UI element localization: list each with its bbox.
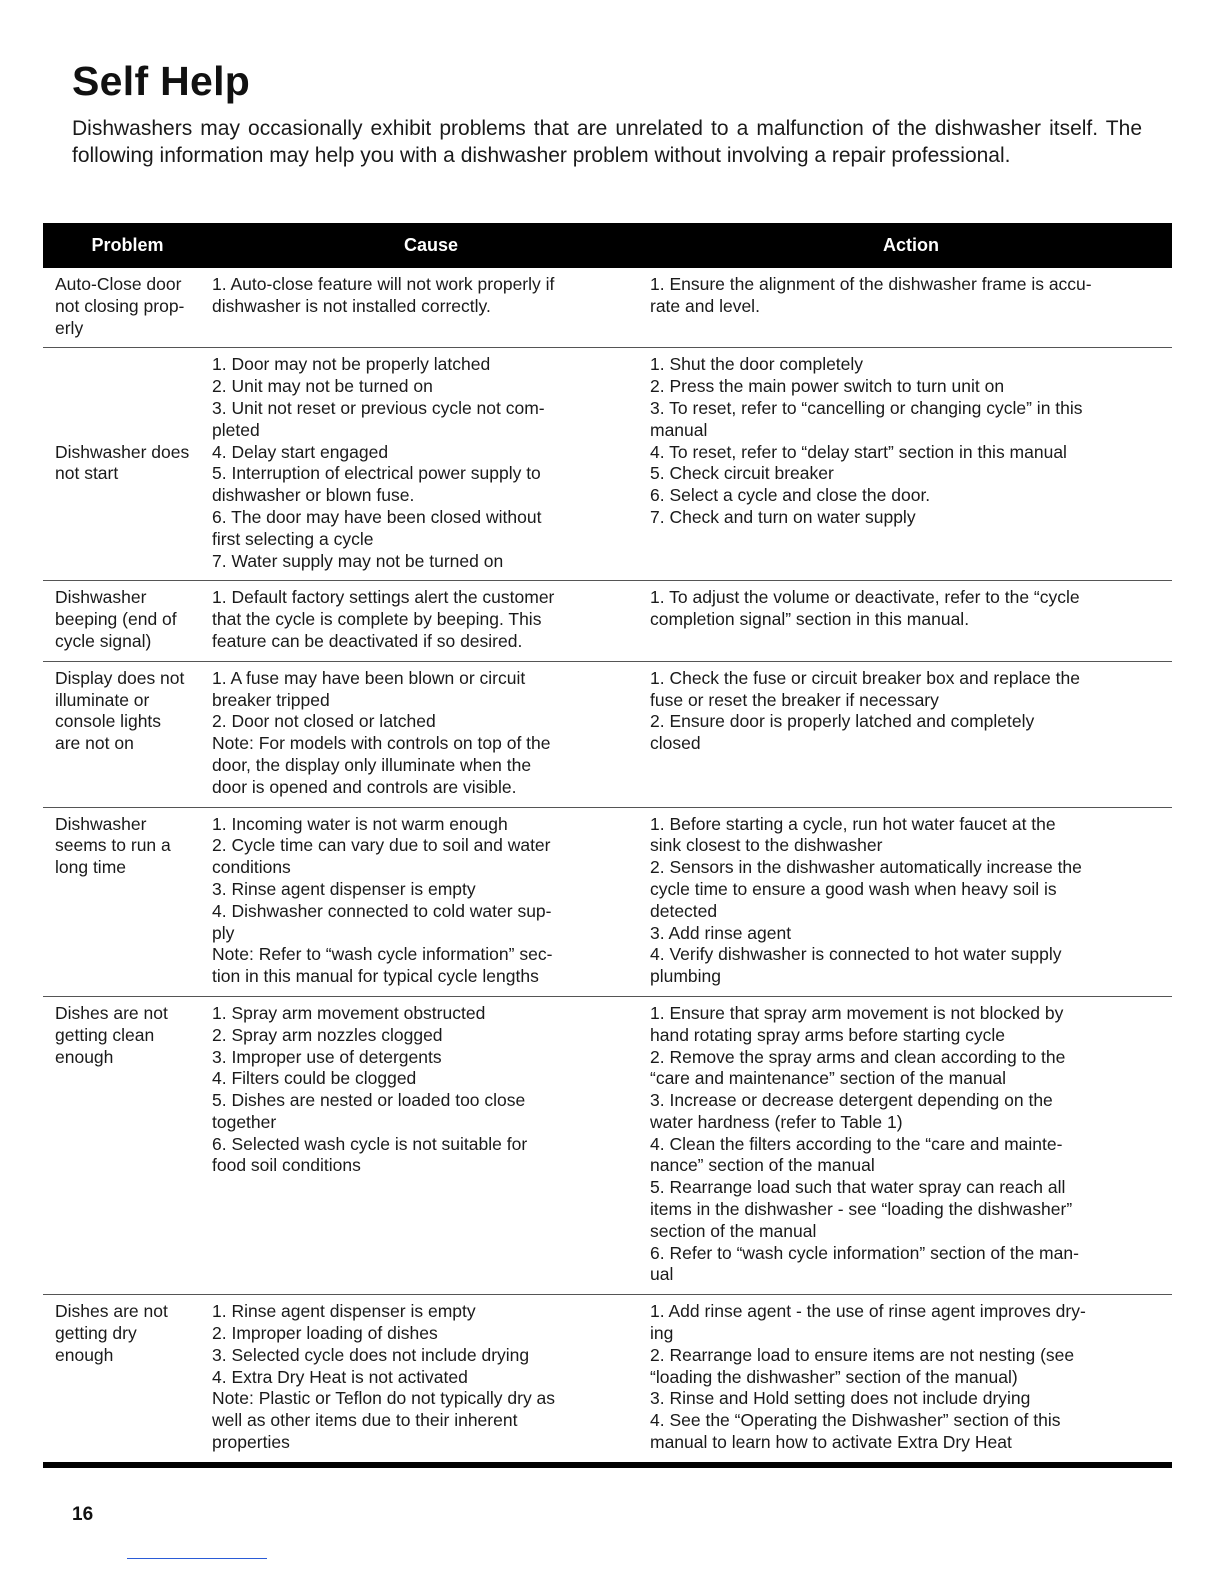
problem-cell xyxy=(43,581,212,661)
action-line: closed xyxy=(650,733,701,754)
problem-line: console lights xyxy=(55,711,162,732)
action-line: 1. Check the fuse or circuit breaker box and replace the xyxy=(650,667,1080,688)
action-line: 3. Rinse and Hold setting does not include drying xyxy=(650,1388,1031,1409)
cause-line: 1. A fuse may have been blown or circuit xyxy=(212,667,526,688)
action-line: “loading the dishwasher” section of the manual) xyxy=(650,1366,1018,1387)
problem-cell xyxy=(43,996,212,1294)
cause-line: ply xyxy=(212,922,235,943)
cause-line: 6. Selected wash cycle is not suitable for xyxy=(212,1133,528,1154)
cause-line: breaker tripped xyxy=(212,689,330,710)
cause-line: first selecting a cycle xyxy=(212,528,374,549)
action-cell xyxy=(650,661,1172,807)
cause-line: 3. Improper use of detergents xyxy=(212,1046,442,1067)
action-line: sink closest to the dishwasher xyxy=(650,835,883,856)
cause-line: 4. Dishwasher connected to cold water sup- xyxy=(212,900,552,921)
cause-line: 6. The door may have been closed without xyxy=(212,506,542,527)
action-line: 2. Rearrange load to ensure items are not nesting (see xyxy=(650,1344,1075,1365)
cause-line: door is opened and controls are visible. xyxy=(212,776,517,797)
problem-line: seems to run a xyxy=(55,835,171,856)
action-line: nance” section of the manual xyxy=(650,1155,875,1176)
header-problem: Problem xyxy=(43,223,212,268)
action-line: 5. Check circuit breaker xyxy=(650,463,834,484)
action-line: 1. Shut the door completely xyxy=(650,354,864,375)
page-title: Self Help xyxy=(72,58,251,104)
intro-paragraph: Dishwashers may occasionally exhibit problems that are unrelated to a malfunction of the dishwasher itself. The following information may help you with a dishwasher problem without involving a repair professional. xyxy=(72,117,1142,167)
action-line: detected xyxy=(650,900,718,921)
action-line: 1. To adjust the volume or deactivate, refer to the “cycle xyxy=(650,587,1080,608)
problem-line: Display does not xyxy=(55,667,185,688)
action-line: 2. Press the main power switch to turn unit on xyxy=(650,376,1005,397)
table-row xyxy=(43,268,1172,348)
table-row xyxy=(43,1295,1172,1465)
footer-rule xyxy=(127,1558,267,1559)
problem-line: enough xyxy=(55,1046,114,1067)
action-line: 7. Check and turn on water supply xyxy=(650,506,916,527)
action-cell xyxy=(650,996,1172,1294)
table-row xyxy=(43,581,1172,661)
cause-cell xyxy=(212,996,650,1294)
problem-line: not start xyxy=(55,463,119,484)
action-line: fuse or reset the breaker if necessary xyxy=(650,689,939,710)
cause-line: pleted xyxy=(212,419,260,440)
problem-line: Dishes are not xyxy=(55,1301,168,1322)
cause-cell xyxy=(212,268,650,348)
table-row xyxy=(43,807,1172,996)
cause-cell xyxy=(212,661,650,807)
problem-line: Auto-Close door xyxy=(55,274,182,294)
problem-line: getting clean xyxy=(55,1024,155,1045)
problem-cell xyxy=(43,348,212,581)
action-line: 4. Verify dishwasher is connected to hot water supply xyxy=(650,944,1062,965)
action-line: cycle time to ensure a good wash when heavy soil is xyxy=(650,878,1057,899)
action-line: section of the manual xyxy=(650,1220,817,1241)
cause-line: conditions xyxy=(212,857,291,878)
action-line: 3. To reset, refer to “cancelling or changing cycle” in this xyxy=(650,397,1083,418)
action-line: ing xyxy=(650,1323,674,1344)
troubleshooting-table xyxy=(43,223,1172,1468)
cause-line: properties xyxy=(212,1432,290,1453)
action-cell xyxy=(650,268,1172,348)
cause-line: 3. Rinse agent dispenser is empty xyxy=(212,878,476,899)
cause-line: 3. Unit not reset or previous cycle not com- xyxy=(212,397,545,418)
cause-line: 4. Delay start engaged xyxy=(212,441,389,462)
action-line: plumbing xyxy=(650,966,722,987)
action-line: 1. Ensure that spray arm movement is not blocked by xyxy=(650,1002,1064,1023)
cause-line: that the cycle is complete by beeping. This xyxy=(212,609,542,630)
problem-line: getting dry xyxy=(55,1323,137,1344)
action-cell xyxy=(650,1295,1172,1465)
problem-line: erly xyxy=(55,317,84,338)
problem-cell xyxy=(43,268,212,348)
problem-cell xyxy=(43,807,212,996)
problem-line: are not on xyxy=(55,733,134,754)
action-line: 6. Select a cycle and close the door. xyxy=(650,485,931,506)
problem-line: not closing prop- xyxy=(55,295,185,316)
action-line: ual xyxy=(650,1264,674,1285)
cause-line: 1. Default factory settings alert the customer xyxy=(212,587,555,608)
problem-line: Dishwasher does xyxy=(55,441,190,462)
action-line: 1. Ensure the alignment of the dishwasher frame is accu- xyxy=(650,274,1092,294)
cause-line: dishwasher is not installed correctly. xyxy=(212,295,491,316)
action-line: manual to learn how to activate Extra Dry Heat xyxy=(650,1432,1012,1453)
header-action: Action xyxy=(650,223,1172,268)
action-line: 2. Sensors in the dishwasher automatically increase the xyxy=(650,857,1082,878)
problem-line: Dishes are not xyxy=(55,1002,168,1023)
action-cell xyxy=(650,581,1172,661)
cause-line: 2. Door not closed or latched xyxy=(212,711,436,732)
action-line: manual xyxy=(650,419,708,440)
cause-cell xyxy=(212,581,650,661)
page-number: 16 xyxy=(72,1504,94,1525)
action-line: completion signal” section in this manual. xyxy=(650,609,970,630)
action-line: 1. Before starting a cycle, run hot water faucet at the xyxy=(650,813,1056,834)
cause-line: 1. Auto-close feature will not work properly if xyxy=(212,274,555,294)
action-line: 4. See the “Operating the Dishwasher” section of this xyxy=(650,1410,1061,1431)
cause-line: 1. Incoming water is not warm enough xyxy=(212,813,508,834)
problem-line: enough xyxy=(55,1344,114,1365)
action-line: “care and maintenance” section of the manual xyxy=(650,1068,1007,1089)
action-line: 2. Ensure door is properly latched and completely xyxy=(650,711,1035,732)
cause-line: 1. Spray arm movement obstructed xyxy=(212,1002,486,1023)
action-line: 2. Remove the spray arms and clean according to the xyxy=(650,1046,1066,1067)
cause-line: Note: For models with controls on top of the xyxy=(212,733,551,754)
cause-line: 5. Interruption of electrical power supply to xyxy=(212,463,541,484)
cause-line: 2. Cycle time can vary due to soil and water xyxy=(212,835,551,856)
cause-line: door, the display only illuminate when the xyxy=(212,754,532,775)
cause-line: Note: Refer to “wash cycle information” sec- xyxy=(212,944,553,965)
table-body xyxy=(43,268,1172,1465)
cause-line: well as other items due to their inherent xyxy=(212,1410,518,1431)
cause-cell xyxy=(212,348,650,581)
problem-line: long time xyxy=(55,857,127,878)
cause-cell xyxy=(212,1295,650,1465)
cause-line: 2. Improper loading of dishes xyxy=(212,1323,438,1344)
action-line: 1. Add rinse agent - the use of rinse agent improves dry- xyxy=(650,1301,1086,1322)
action-cell xyxy=(650,807,1172,996)
cause-line: Note: Plastic or Teflon do not typically dry as xyxy=(212,1388,556,1409)
cause-line: tion in this manual for typical cycle lengths xyxy=(212,966,539,987)
cause-line: dishwasher or blown fuse. xyxy=(212,485,415,506)
action-line: 4. Clean the filters according to the “care and mainte- xyxy=(650,1133,1063,1154)
action-line: 6. Refer to “wash cycle information” section of the man- xyxy=(650,1242,1079,1263)
cause-line: 2. Spray arm nozzles clogged xyxy=(212,1024,443,1045)
problem-line: Dishwasher xyxy=(55,813,147,834)
action-line: hand rotating spray arms before starting cycle xyxy=(650,1024,1006,1045)
problem-line: beeping (end of xyxy=(55,609,177,630)
cause-line: 2. Unit may not be turned on xyxy=(212,376,433,397)
table-row xyxy=(43,996,1172,1294)
action-line: 3. Add rinse agent xyxy=(650,922,792,943)
action-line: 5. Rearrange load such that water spray can reach all xyxy=(650,1177,1066,1198)
cause-line: 7. Water supply may not be turned on xyxy=(212,550,504,571)
problem-line: illuminate or xyxy=(55,689,150,710)
table-header-row xyxy=(43,223,1172,268)
problem-line: Dishwasher xyxy=(55,587,147,608)
cause-line: 3. Selected cycle does not include drying xyxy=(212,1344,530,1365)
cause-line: 4. Extra Dry Heat is not activated xyxy=(212,1366,468,1387)
action-line: rate and level. xyxy=(650,295,760,316)
cause-cell xyxy=(212,807,650,996)
problem-line: cycle signal) xyxy=(55,630,152,651)
problem-cell xyxy=(43,1295,212,1465)
header-cause: Cause xyxy=(212,223,650,268)
action-cell xyxy=(650,348,1172,581)
action-line: items in the dishwasher - see “loading the dishwasher” xyxy=(650,1199,1073,1220)
table-row xyxy=(43,348,1172,581)
action-line: water hardness (refer to Table 1) xyxy=(650,1111,903,1132)
cause-line: feature can be deactivated if so desired. xyxy=(212,630,523,651)
table-row xyxy=(43,661,1172,807)
cause-line: together xyxy=(212,1111,277,1132)
cause-line: 5. Dishes are nested or loaded too close xyxy=(212,1090,526,1111)
cause-line: food soil conditions xyxy=(212,1155,361,1176)
action-line: 4. To reset, refer to “delay start” section in this manual xyxy=(650,441,1067,462)
cause-line: 1. Rinse agent dispenser is empty xyxy=(212,1301,476,1322)
cause-line: 4. Filters could be clogged xyxy=(212,1068,417,1089)
cause-line: 1. Door may not be properly latched xyxy=(212,354,491,375)
problem-cell xyxy=(43,661,212,807)
action-line: 3. Increase or decrease detergent depending on the xyxy=(650,1090,1053,1111)
